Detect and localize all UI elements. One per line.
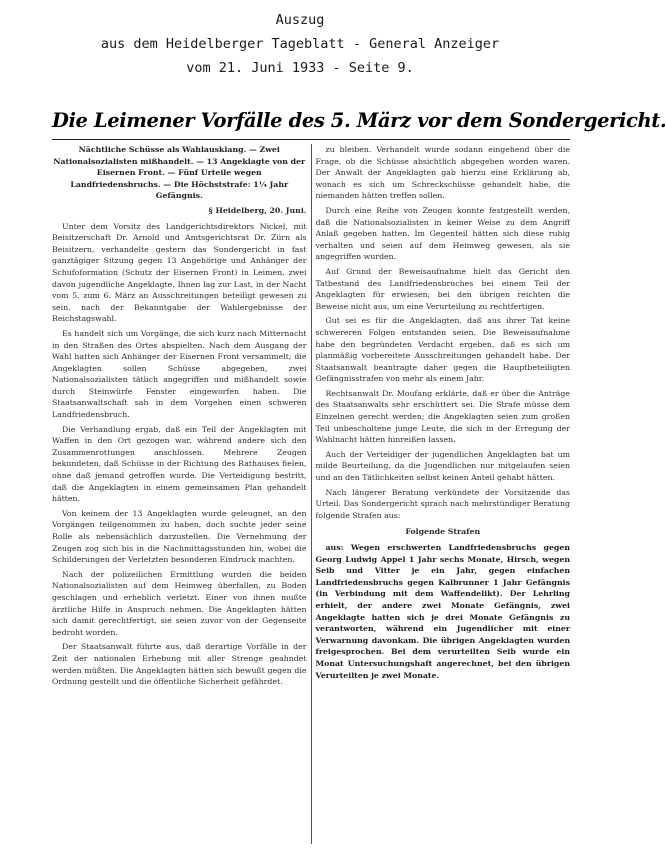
article-paragraph: Rechtsanwalt Dr. Moufang erklärte, daß er über die Anträge des Staatsanwalts sehr erschüttert sei. Die Strafe müsse dem Einzelnen gerecht werden; die Angeklagten seien zum großen Teil unbescholtene junge Leute, die sich in der Erregung der Wahlnacht hätten hinreißen lassen.: [315, 388, 570, 445]
article-headline: Die Leimener Vorfälle des 5. März vor dem Sondergericht.: [52, 108, 570, 140]
article-paragraph: Durch eine Reihe von Zeugen konnte festgestellt werden, daß die Nationalsozialisten in keiner Weise zu dem Angriff Anlaß gegeben hatten. Im Gegenteil hätten sich diese ruhig verhalten und seien auf dem Heimweg gewesen, als sie angegriffen wurden.: [315, 205, 570, 262]
newspaper-clipping: [52, 108, 666, 848]
excerpt-header: [0, 8, 600, 80]
article-lead: Nächtliche Schüsse als Wahlausklang. — Zwei Nationalsozialisten mißhandelt. — 13 Angeklagte von der Eisernen Front. — Fünf Urteile wegen Landfriedensbruchs. — Die Höchststrafe: 1¼ Jahr Gefängnis.: [53, 145, 306, 201]
article-paragraph: Es handelt sich um Vorgänge, die sich kurz nach Mitternacht in den Straßen des Ortes abspielten. Nach dem Ausgang der Wahl hatten sich Anhänger der Eisernen Front versammelt; die Angeklagten sollen Schüsse abgegeben, zwei Nationalsozialisten tätlich angegriffen und mißhandelt sowie durch Steinwürfe Fenster eingeworfen haben. Die Staatsanwaltschaft sah in dem Vorgehen einen schweren Landfriedensbruch.: [52, 328, 307, 420]
article-column-right: [316, 144, 571, 844]
header-source: aus dem Heidelberger Tageblatt - General Anzeiger: [100, 36, 500, 52]
article-column-left: [52, 144, 307, 844]
article-paragraph: Gut sei es für die Angeklagten, daß aus ihrer Tat keine schwereren Folgen entstanden seien. Die Beweisaufnahme habe den begründeten Verdacht ergeben, daß es sich um planmäßig vorbereitete Ausschreitungen gehandelt habe. Der Staatsanwalt beantragte daher gegen die Hauptbeteiligten Gefängnisstrafen von mehr als einem Jahr.: [315, 316, 570, 384]
article-paragraph: Nach längerer Beratung verkündete der Vorsitzende das Urteil. Das Sondergericht sprach nach mehrstündiger Beratung folgende Strafen aus:: [315, 487, 570, 520]
column-divider: [311, 144, 312, 844]
article-paragraph: Nach der polizeilichen Ermittlung wurden die beiden Nationalsozialisten auf dem Heimweg überfallen, zu Boden geschlagen und erheblich verletzt. Einer von ihnen mußte ärztliche Hilfe in Anspruch nehmen. Die Angeklagten hätten sich damit gerechtfertigt, sie seien zuvor von der Gegenseite bedroht worden.: [52, 569, 307, 637]
article-dateline: § Heidelberg, 20. Juni.: [208, 205, 307, 215]
article-paragraph: zu bleiben. Verhandelt wurde sodann eingehend über die Frage, ob die Schüsse absichtlich abgegeben worden waren. Der Anwalt der Angeklagten gab hierzu eine Erklärung ab, wonach es sich um Schreckschüsse gehandelt habe, die niemanden hätten treffen sollen.: [315, 145, 570, 201]
article-paragraph: Auch der Verteidiger der jugendlichen Angeklagten bat um milde Beurteilung, da die Jugendlichen nur mitgelaufen seien und an den Tätlichkeiten selbst keinen Anteil gehabt hätten.: [315, 449, 570, 483]
header-title: Auszug: [275, 12, 325, 28]
header-date-page: vom 21. Juni 1933 - Seite 9.: [186, 60, 414, 76]
article-paragraph: Die Verhandlung ergab, daß ein Teil der Angeklagten mit Waffen in den Ort gezogen war, während andere sich den Zusammenrottungen anschlossen. Mehrere Zeugen bekundeten, daß Schüsse in der Richtung des Rathauses fielen, ohne daß jemand getroffen wurde. Die Verteidigung bestritt, daß die Angeklagten in einem gemeinsamen Plan gehandelt hätten.: [52, 424, 307, 504]
article-paragraph: Der Staatsanwalt führte aus, daß derartige Vorfälle in der Zeit der nationalen Erhebung mit aller Strenge geahndet werden müßten. Die Angeklagten hätten sich bewußt gegen die Ordnung gestellt und die öffentliche Sicherheit gefährdet.: [52, 642, 307, 687]
sentences-paragraph: aus: Wegen erschwerten Landfriedensbruchs gegen Georg Ludwig Appel 1 Jahr sechs Monate, Hirsch, wegen Seib und Vitter je ein Jahr, gegen einfachen Landfriedensbruchs gegen Kalbrunner 1 Jahr Gefängnis (in Verbindung mit dem Waffendelikt). Der Lehrling erhielt, der andere zwei Monate Gefängnis, zwei Angeklagte hatten sich je drei Monate Gefängnis zu verantworten, während ein Jugendlicher mit einer Verwarnung davonkam. Die übrigen Angeklagten wurden freigesprochen. Bei dem verurteilten Seib wurde ein Monat Untersuchungshaft angerechnet, bei den übrigen Verurteilten je zwei Monate.: [315, 543, 570, 680]
article-paragraph: Auf Grund der Beweisaufnahme hielt das Gericht den Tatbestand des Landfriedensbruches bei einem Teil der Angeklagten für erwiesen; bei den übrigen reichten die Beweise nicht aus, um eine Verurteilung zu rechtfertigen.: [315, 266, 570, 311]
article-columns: [52, 144, 570, 844]
article-paragraph: Unter dem Vorsitz des Landgerichtsdirektors Nickel, mit Beisitzerschaft Dr. Arnold und Amtsgerichtsrat Dr. Zürn als Beisitzern, verhandelte gestern das Sondergericht in fast ganztägiger Sitzung gegen 13 Angehörige und Anhänger der Schufoformation (Schutz der Eisernen Front) in Leimen, zwei davon jugendliche Angeklagte. Ihnen lag zur Last, in der Nacht vom 5. zum 6. März an Ausschreitungen beteiligt gewesen zu sein, nach der Bekanntgabe der Wahlergebnisse der Reichstagswahl.: [52, 221, 307, 324]
article-paragraph: Von keinem der 13 Angeklagten wurde geleugnet, an den Vorgängen teilgenommen zu haben, doch suchte jeder seine Rolle als nebensächlich darzustellen. Die Vernehmung der Zeugen zog sich bis in die Nachmittagsstunden hin, wobei die Schilderungen der Verletzten besonderen Eindruck machten.: [52, 508, 307, 565]
sentences-subheading: Folgende Strafen: [405, 527, 481, 537]
